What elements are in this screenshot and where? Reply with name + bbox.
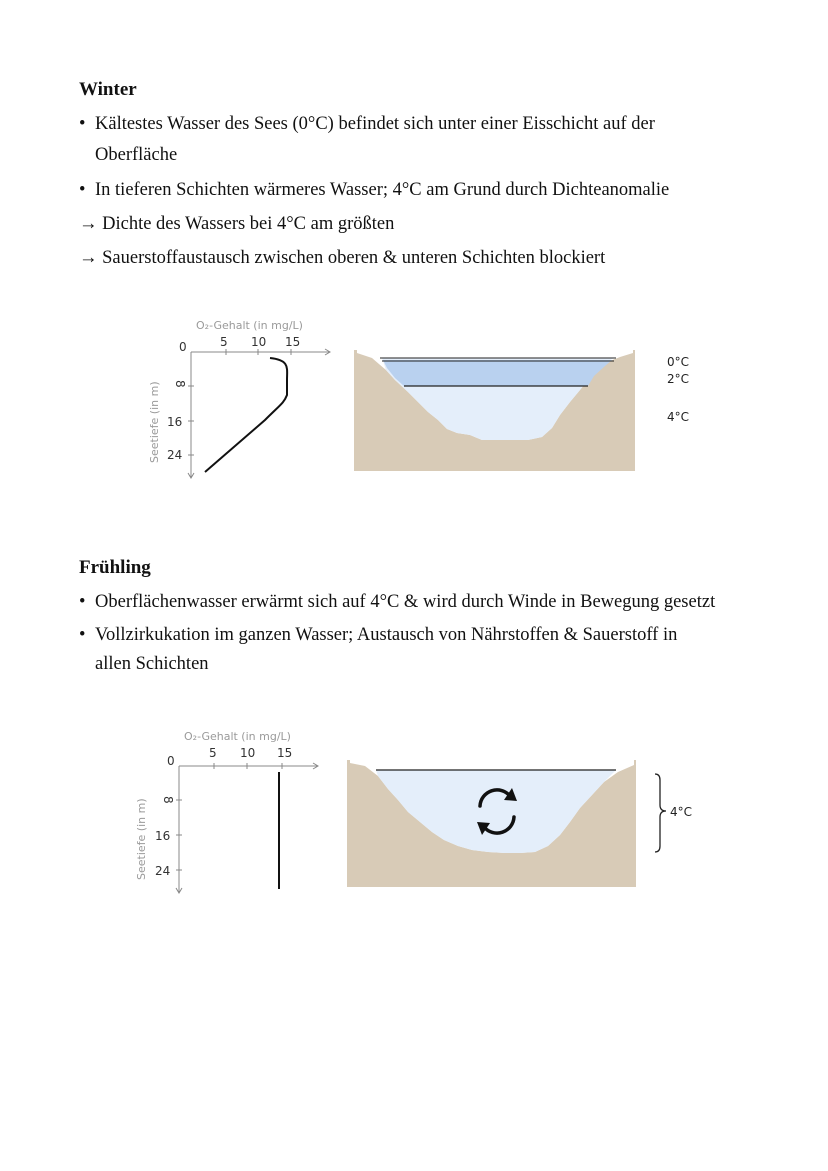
spring-x-tick-15: 15 bbox=[277, 746, 293, 760]
spring-bullet-1-text: Oberflächenwasser erwärmt sich auf 4°C & wird durch Winde in Bewegung gesetzt bbox=[95, 592, 716, 612]
spring-bullet-2-text: Vollzirkukation im ganzen Wasser; Austausch von Nährstoffen & Sauerstoff in bbox=[95, 625, 678, 645]
winter-temp-4: 4°C bbox=[667, 410, 690, 424]
winter-y-axis-label: Seetiefe (in m) bbox=[148, 381, 161, 463]
spring-x-axis-label: O₂-Gehalt (in mg/L) bbox=[184, 730, 291, 743]
winter-y-tick-24: 24 bbox=[167, 448, 183, 462]
spring-y-axis-label: Seetiefe (in m) bbox=[135, 798, 148, 880]
spring-tick-marks bbox=[176, 763, 282, 870]
spring-y-tick-24: 24 bbox=[155, 864, 171, 878]
bullet-dot: • bbox=[79, 180, 86, 200]
winter-bullet-1-text: Kältestes Wasser des Sees (0°C) befindet sich unter einer Eisschicht auf der bbox=[95, 114, 655, 134]
bullet-dot: • bbox=[79, 592, 86, 612]
bullet-dot: • bbox=[79, 114, 86, 134]
spring-temp-4: 4°C bbox=[670, 805, 693, 819]
winter-temp-0: 0°C bbox=[667, 355, 690, 369]
winter-x-tick-5: 5 bbox=[220, 335, 228, 349]
spring-x-tick-10: 10 bbox=[240, 746, 256, 760]
winter-y-tick-8: 8 bbox=[173, 380, 187, 388]
spring-bullet-2-continued: allen Schichten bbox=[95, 654, 209, 674]
winter-x-tick-10: 10 bbox=[251, 335, 267, 349]
spring-y-tick-0: 0 bbox=[167, 754, 175, 768]
winter-temp-2: 2°C bbox=[667, 372, 690, 386]
spring-x-tick-5: 5 bbox=[209, 746, 217, 760]
winter-y-tick-16: 16 bbox=[167, 415, 183, 429]
winter-arrow-2: → Sauerstoffaustausch zwischen oberen & unteren Schichten blockiert bbox=[79, 248, 606, 268]
winter-bullet-1-continued: Oberfläche bbox=[95, 145, 178, 165]
winter-x-axis-label: O₂-Gehalt (in mg/L) bbox=[196, 319, 303, 332]
spring-title: Frühling bbox=[79, 557, 151, 578]
spring-y-tick-8: 8 bbox=[161, 796, 175, 804]
winter-arrow-1: → Dichte des Wassers bei 4°C am größten bbox=[79, 214, 395, 234]
winter-title: Winter bbox=[79, 79, 137, 100]
winter-bullet-2-text: In tieferen Schichten wärmeres Wasser; 4°C am Grund durch Dichteanomalie bbox=[95, 180, 670, 200]
winter-x-tick-15: 15 bbox=[285, 335, 301, 349]
curly-brace-icon bbox=[655, 774, 666, 852]
winter-y-tick-0: 0 bbox=[179, 340, 187, 354]
bullet-dot: • bbox=[79, 625, 86, 645]
spring-y-tick-16: 16 bbox=[155, 829, 171, 843]
